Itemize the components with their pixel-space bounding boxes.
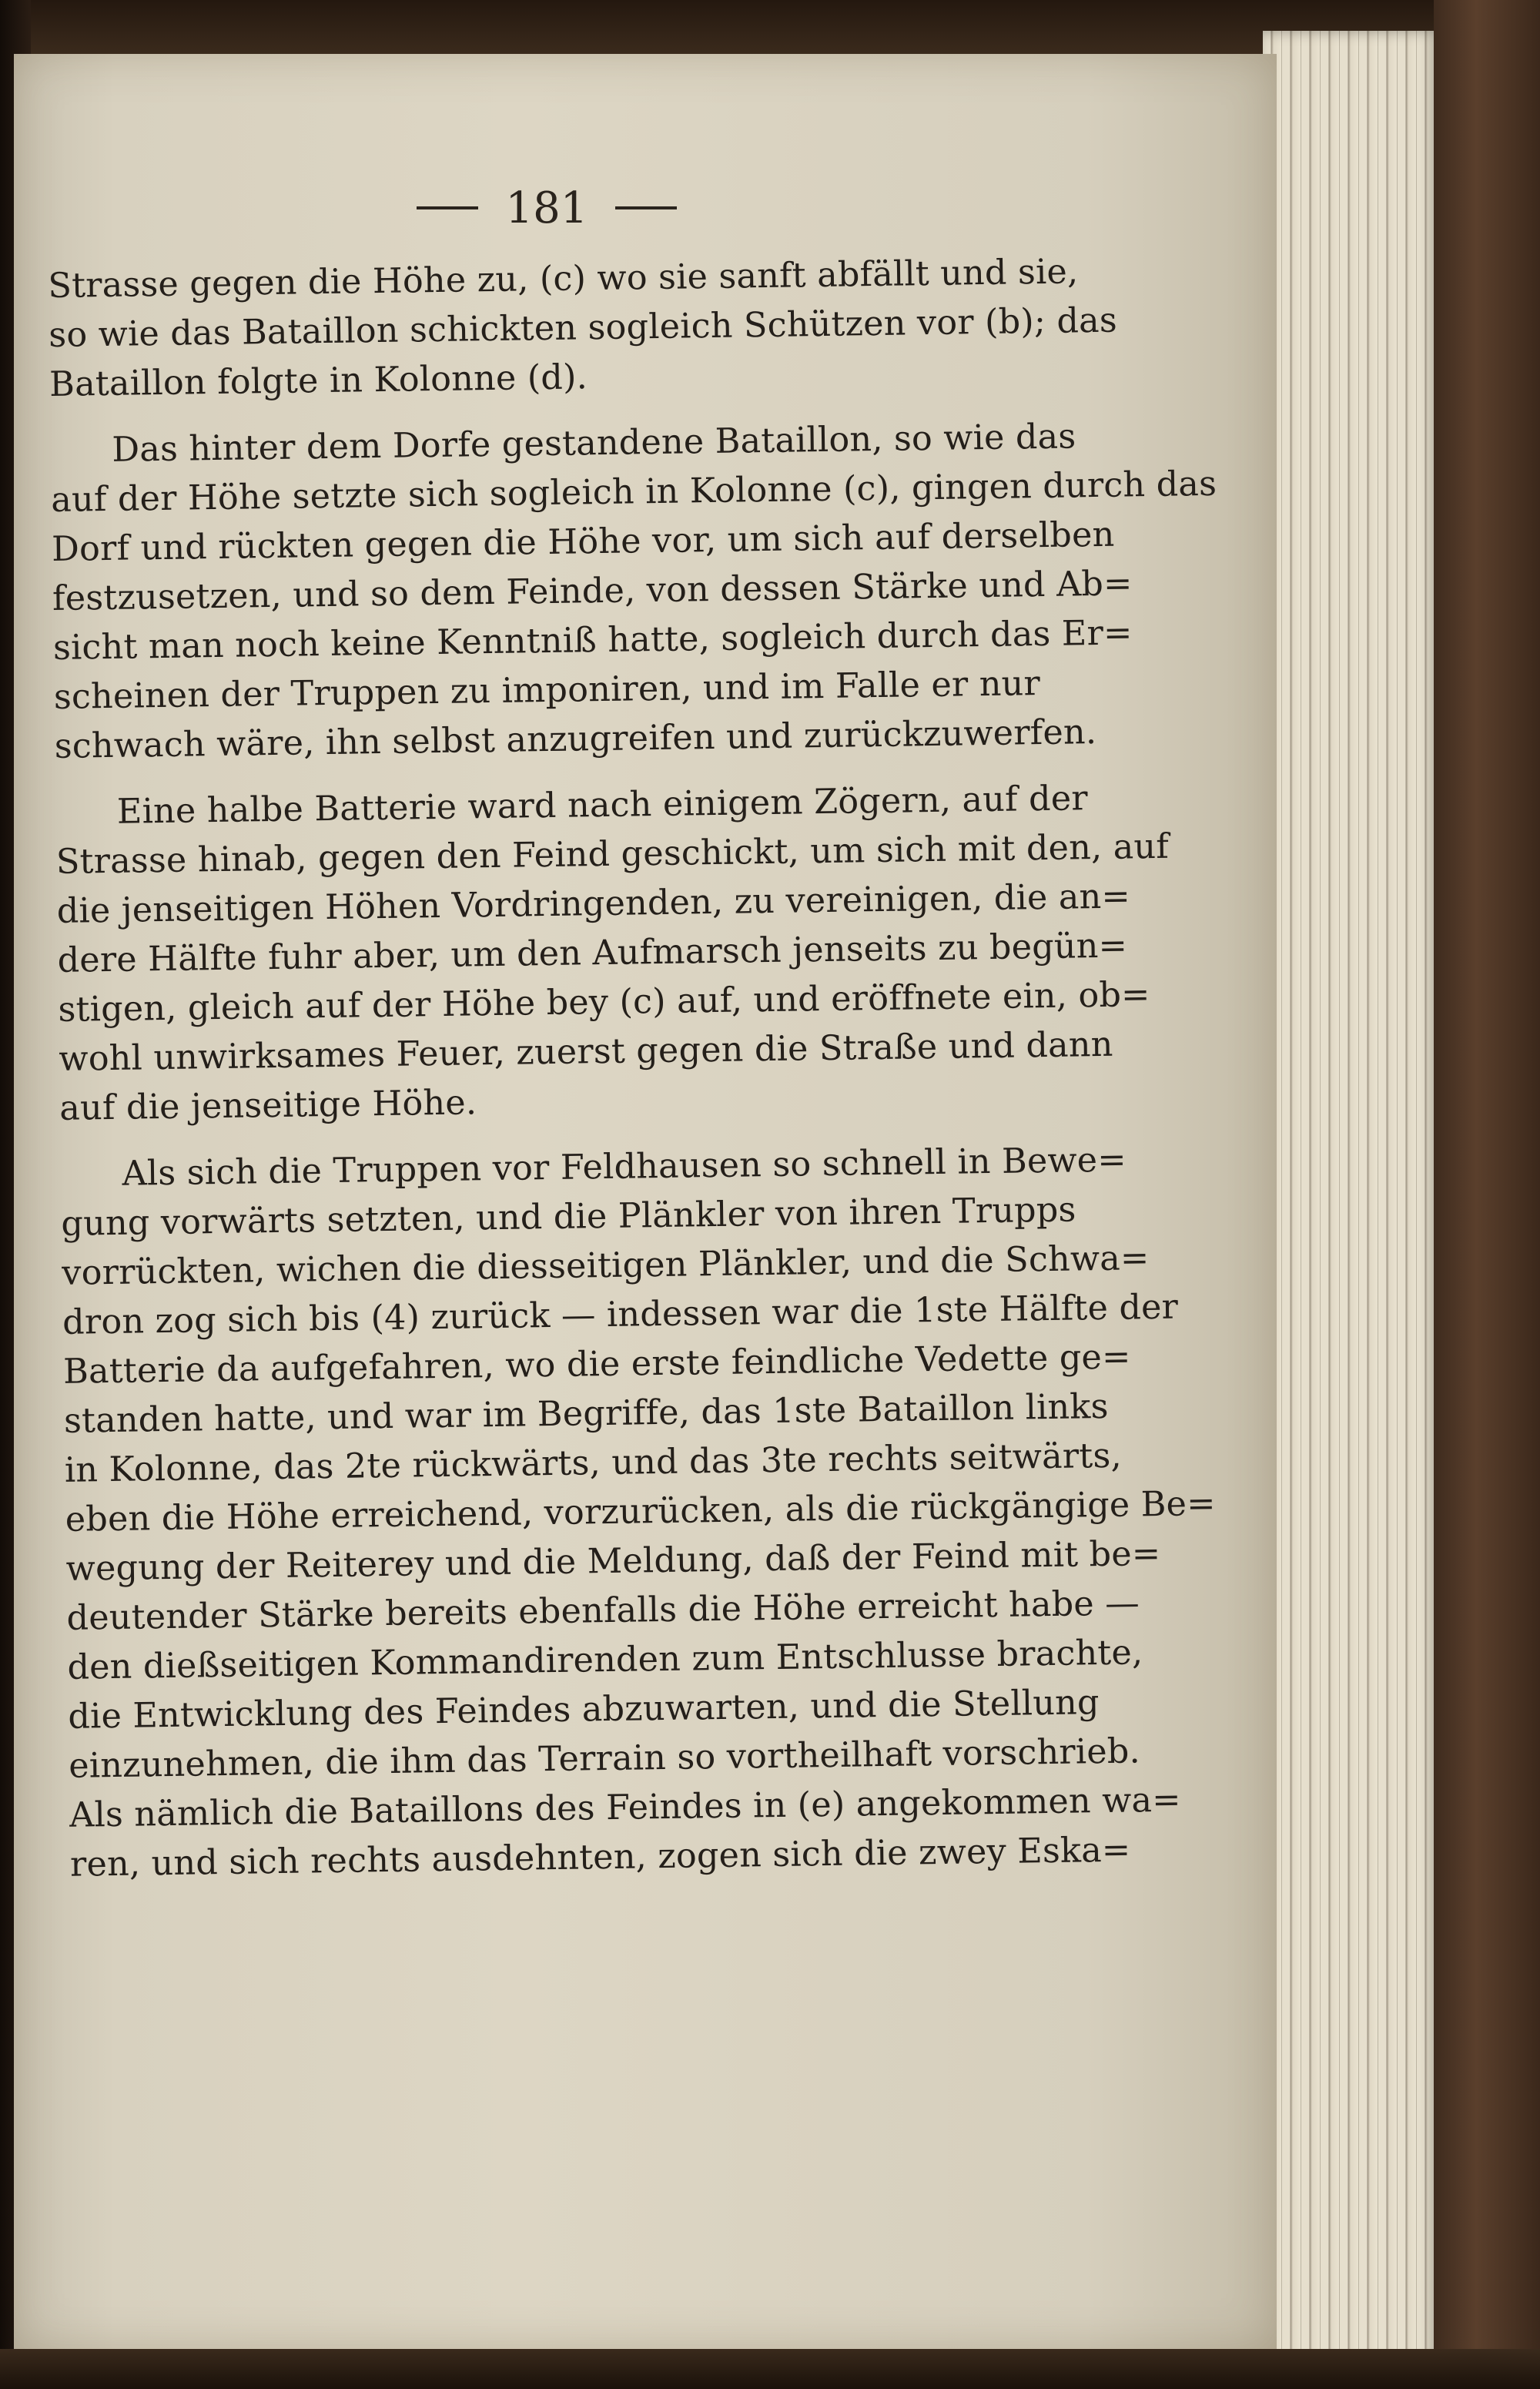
text-line: scheinen der Truppen zu imponiren, und im Falle er nur: [53, 664, 1041, 717]
text-line: deutender Stärke bereits ebenfalls die Höhe erreicht habe —: [66, 1583, 1140, 1638]
page-number: 181: [505, 183, 588, 233]
text-line: schwach wäre, ihn selbst anzugreifen und zurückzuwerfen.: [54, 712, 1097, 766]
text-line: festzusetzen, und so dem Feinde, von dessen Stärke und Ab=: [52, 564, 1133, 618]
body-text: [48, 247, 1217, 1890]
text-line: die jenseitigen Höhen Vordringenden, zu vereinigen, die an=: [56, 876, 1131, 931]
text-line: Als nämlich die Bataillons des Feindes in (e) angekommen wa=: [69, 1780, 1182, 1835]
text-line: Eine halbe Batterie ward nach einigem Zögern, auf der: [116, 779, 1089, 832]
text-line: Das hinter dem Dorfe gestandene Bataillon, so wie das: [112, 417, 1076, 470]
text-line: dere Hälfte fuhr aber, um den Aufmarsch jenseits zu begün=: [57, 926, 1128, 980]
header-dash-right: [615, 206, 677, 209]
header-dash-left: [417, 206, 478, 209]
text-line: auf der Höhe setzte sich sogleich in Kolonne (c), gingen durch das: [50, 464, 1217, 520]
text-line: sicht man noch keine Kenntniß hatte, sogleich durch das Er=: [52, 613, 1133, 668]
text-line: den dießseitigen Kommandirenden zum Entschlusse brachte,: [67, 1633, 1143, 1687]
paragraph: [50, 412, 1217, 772]
text-line: Batterie da aufgefahren, wo die erste feindliche Vedette ge=: [62, 1337, 1131, 1392]
text-line: standen hatte, und war im Begriffe, das 1ste Bataillon links: [63, 1386, 1109, 1441]
page-header: [385, 173, 708, 243]
text-line: Dorf und rückten gegen die Höhe vor, um sich auf derselben: [51, 514, 1115, 569]
text-line: in Kolonne, das 2te rückwärts, und das 3te rechts seitwärts,: [64, 1436, 1123, 1490]
text-line: einzunehmen, die ihm das Terrain so vortheilhaft vorschrieb.: [68, 1731, 1141, 1786]
text-line: wegung der Reiterey und die Meldung, daß der Feind mit be=: [65, 1533, 1161, 1589]
text-line: dron zog sich bis (4) zurück — indessen war die 1ste Hälfte der: [62, 1287, 1179, 1342]
text-line: so wie das Bataillon schickten sogleich Schützen vor (b); das: [48, 300, 1118, 355]
text-line: Bataillon folgte in Kolonne (d).: [49, 357, 588, 404]
text-line: vorrückten, wichen die diesseitigen Plänkler, und die Schwa=: [61, 1238, 1150, 1293]
text-line: wohl unwirksames Feuer, zuerst gegen die Straße und dann: [59, 1024, 1113, 1079]
text-line: Als sich die Truppen vor Feldhausen so schnell in Bewe=: [122, 1140, 1127, 1194]
text-line: die Entwicklung des Feindes abzuwarten, und die Stellung: [68, 1683, 1100, 1737]
text-line: auf die jenseitige Höhe.: [59, 1083, 477, 1128]
text-line: gung vorwärts setzten, und die Plänkler von ihren Trupps: [61, 1190, 1076, 1244]
text-line: eben die Höhe erreichend, vorzurücken, als die rückgängige Be=: [65, 1483, 1216, 1540]
text-line: stigen, gleich auf der Höhe bey (c) auf, und eröffnete ein, ob=: [58, 975, 1150, 1030]
cover-bottom-edge: [0, 2349, 1540, 2389]
text-line: ren, und sich rechts ausdehnten, zogen sich die zwey Eska=: [69, 1830, 1131, 1885]
leather-cover: [1434, 0, 1540, 2389]
text-line: Strasse hinab, gegen den Feind geschickt, um sich mit den, auf: [55, 826, 1170, 882]
text-line: Strasse gegen die Höhe zu, (c) wo sie sanft abfällt und sie,: [48, 252, 1079, 306]
page-edges: [1263, 31, 1440, 2364]
paragraph: [48, 247, 1118, 410]
paragraph: [55, 774, 1170, 1134]
paragraph: [60, 1136, 1216, 1890]
